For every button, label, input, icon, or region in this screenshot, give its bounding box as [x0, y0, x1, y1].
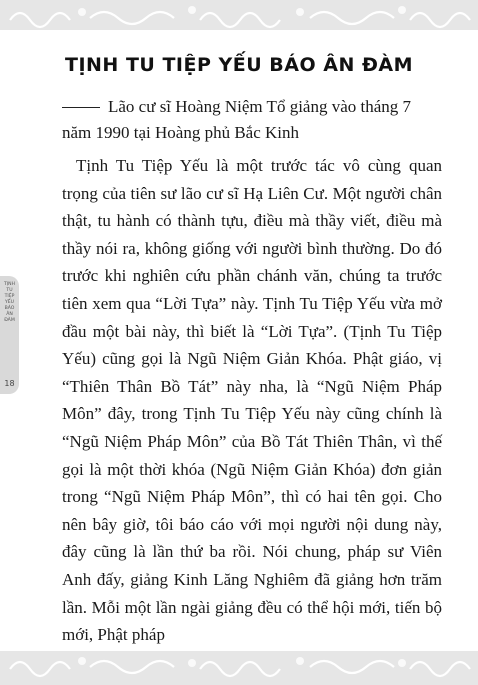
blank-rule: [62, 107, 100, 108]
cloud-ornament-icon: [0, 0, 478, 30]
cloud-ornament-icon: [0, 651, 478, 685]
side-tab-words: TỊNH TU TIỆP YẾU BÁO ÂN ĐÀM: [3, 282, 16, 323]
page-number: 18: [4, 379, 15, 388]
subtitle: [62, 94, 442, 146]
top-ornament-band: [0, 0, 478, 30]
bottom-ornament-band: [0, 651, 478, 685]
subtitle-text: Lão cư sĩ Hoàng Niệm Tổ giảng vào tháng 7 năm 1990 tại Hoàng phủ Bắc Kinh: [62, 97, 412, 142]
body-paragraph: Tịnh Tu Tiệp Yếu là một trước tác vô cùng quan trọng của tiên sư lão cư sĩ Hạ Liên Cư. Một người chân thật, tu hành có thành tựu, điều mà thầy viết, điều mà thầy nói ra, không giống với người bình thường. Do đó trước khi nghiên cứu phần chánh văn, chúng ta trước tiên xem qua “Lời Tựa” này. Tịnh Tu Tiệp Yếu vừa mở đầu một bài này, thì biết là “Lời Tựa”. (Tịnh Tu Tiệp Yếu) cũng gọi là Ngũ Niệm Giản Khóa. Phật giáo, vị “Thiên Thân Bồ Tát” này nha, là “Ngũ Niệm Pháp Môn” đây, trong Tịnh Tu Tiệp Yếu này cũng chính là “Ngũ Niệm Pháp Môn” của Bồ Tát Thiên Thân, vì thế gọi là một thời khóa (Ngũ Niệm Giản Khóa) đơn giản trong “Ngũ Niệm Pháp Môn”, thì có hai tên gọi. Cho nên bây giờ, tôi báo cáo với mọi người nội dung này, đây cũng là lần thứ ba rồi. Nói chung, pháp sư Viên Anh đấy, giảng Kinh Lăng Nghiêm đã giảng hơn trăm lần. Mỗi một lần ngài giảng đều có thể hội mới, tiến bộ mới, Phật pháp: [62, 156, 442, 645]
page-title: TỊNH TU TIỆP YẾU BÁO ÂN ĐÀM: [65, 54, 413, 76]
side-tab: [0, 276, 19, 394]
